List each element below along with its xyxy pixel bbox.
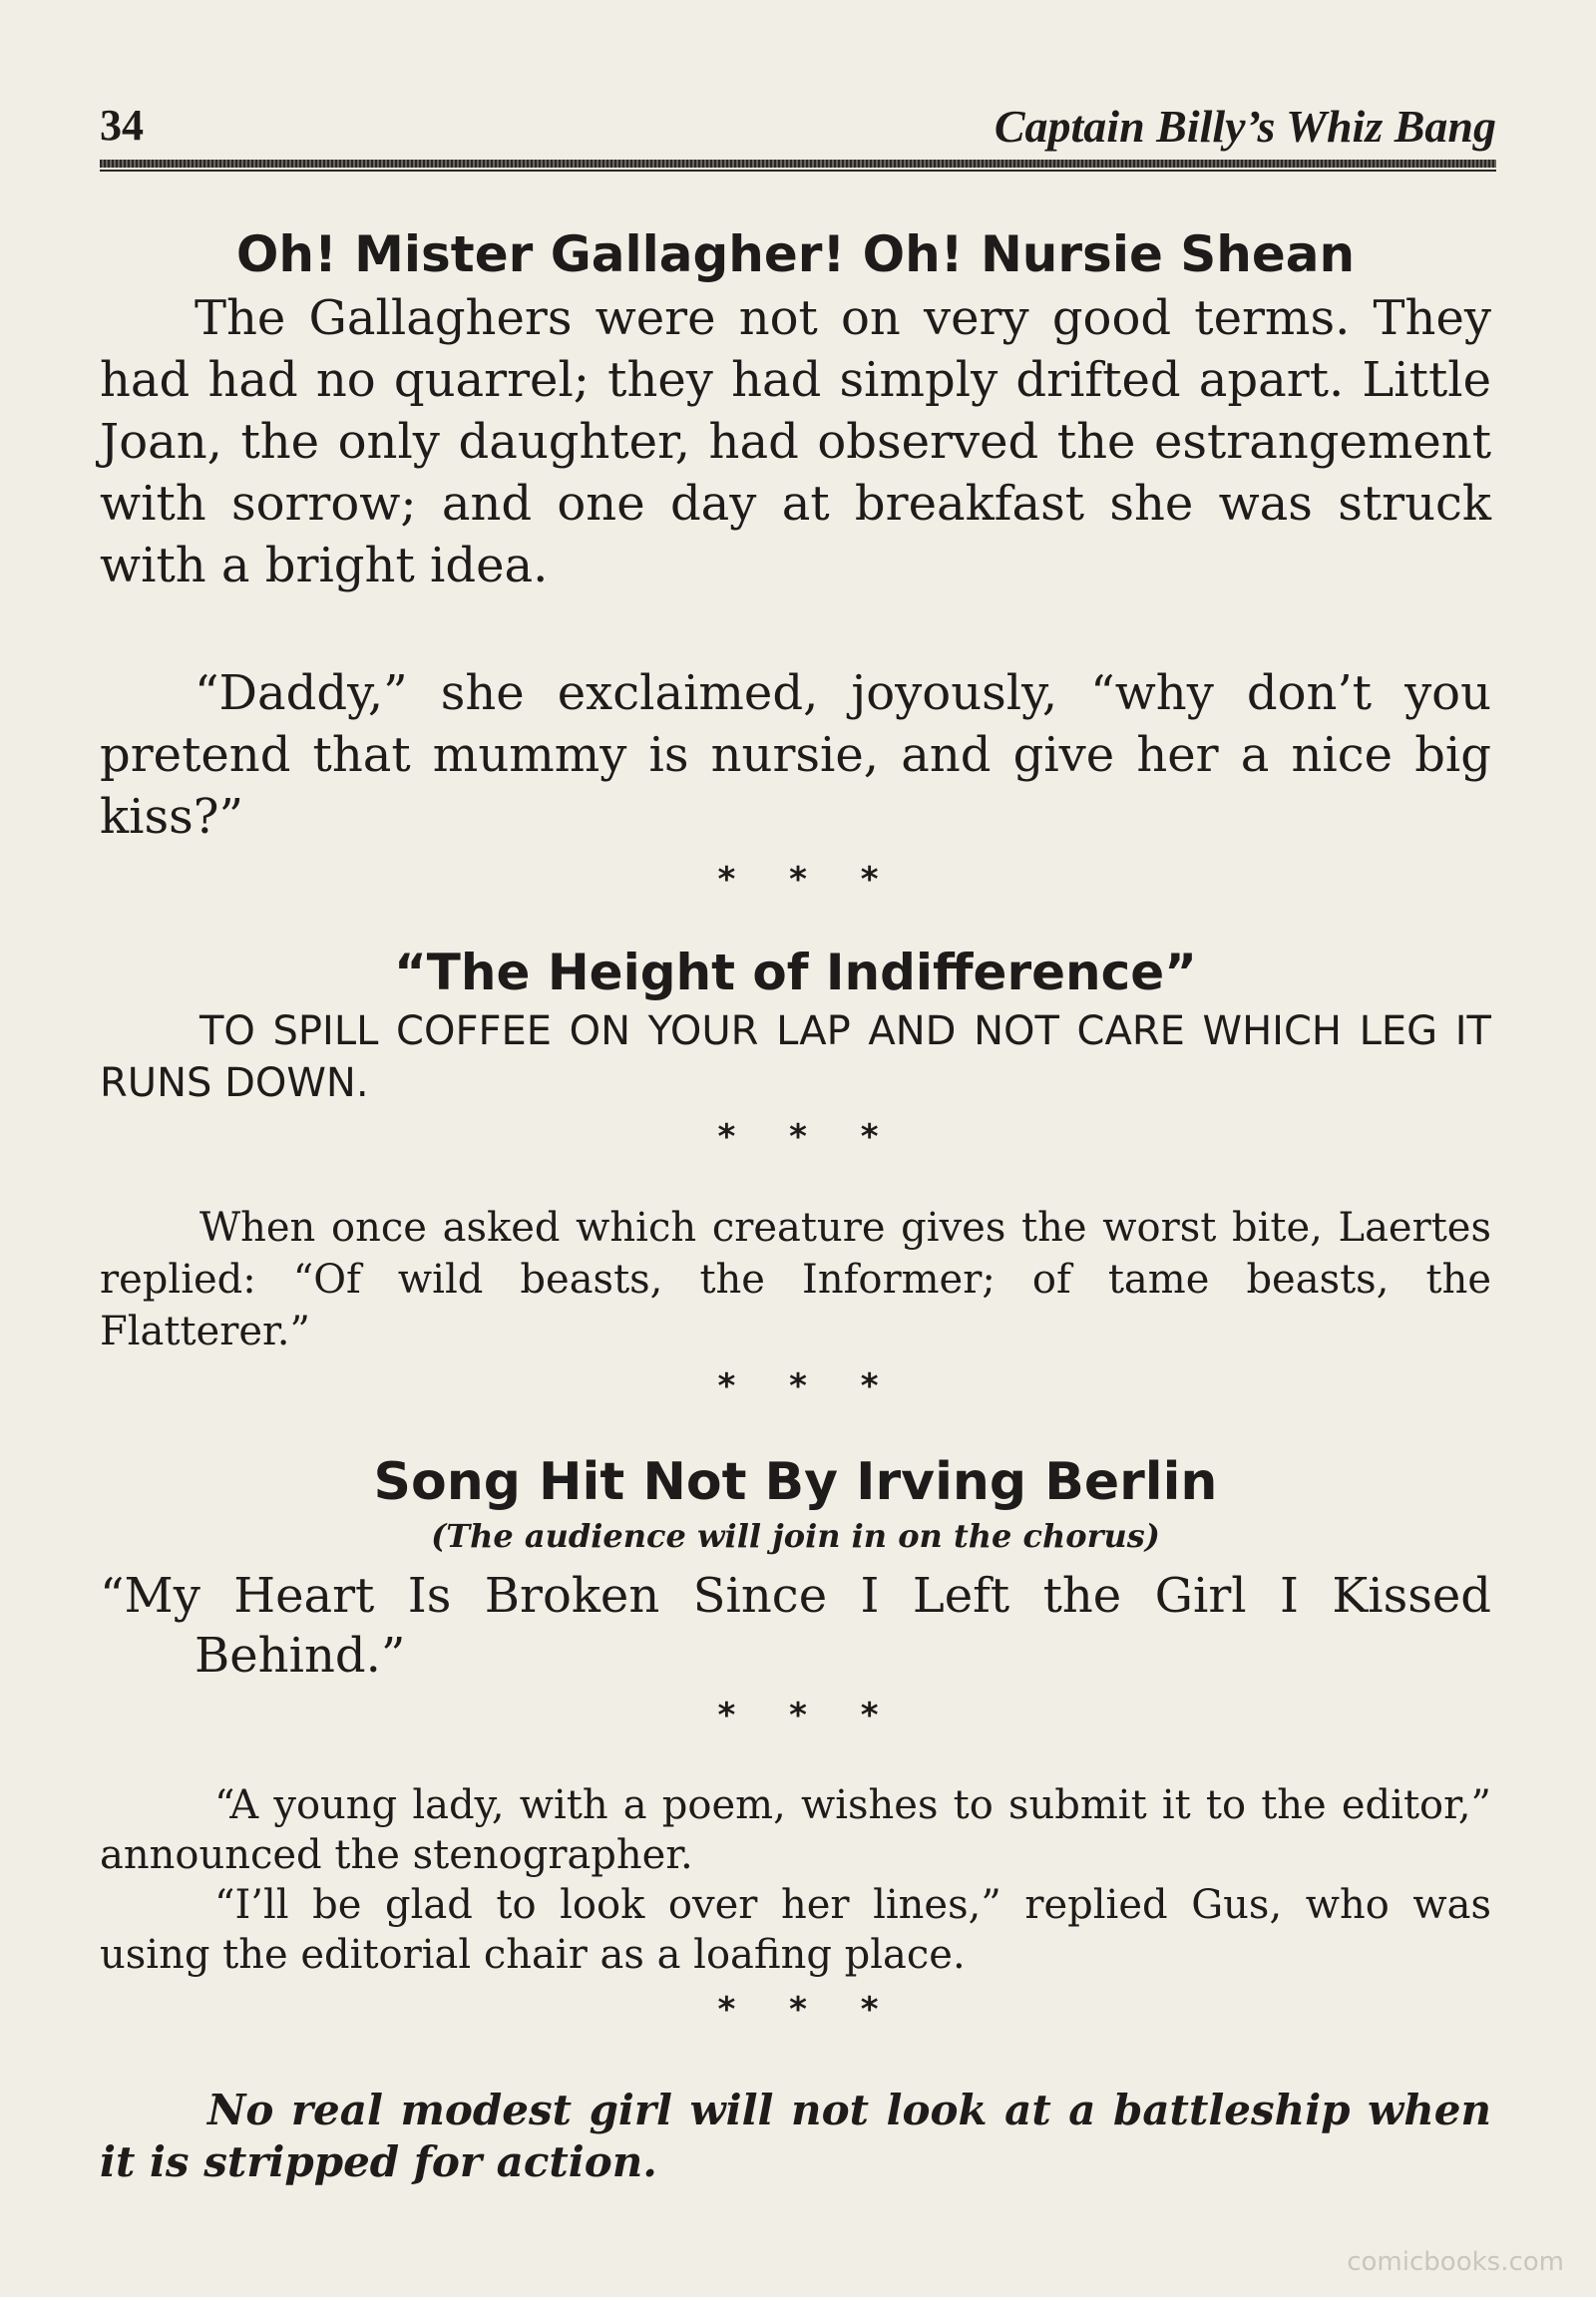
section-title-song: Song Hit Not By Irving Berlin — [373, 1452, 1218, 1512]
header-rule-underline — [100, 170, 1496, 172]
running-title: Captain Billy’s Whiz Bang — [994, 101, 1496, 152]
separator-5: * * * — [717, 1990, 879, 2030]
song-subtitle: (The audience will join in on the chorus) — [431, 1517, 1160, 1555]
section-title-gallagher: Oh! Mister Gallagher! Oh! Nursie Shean — [235, 225, 1356, 283]
separator-2: * * * — [717, 1117, 879, 1157]
separator-3: * * * — [717, 1366, 879, 1406]
laertes-text: When once asked which creature gives the worst bite, Laertes replied: “Of wild beasts, the Informer; of tame beasts, the Flatterer.” — [100, 1205, 1491, 1354]
indifference-text: TO SPILL COFFEE ON YOUR LAP AND NOT CARE WHICH LEG IT RUNS DOWN. — [100, 1008, 1491, 1106]
gallagher-paragraph-1: The Gallaghers were not on very good terms. They had had no quarrel; they had simply drifted apart. Little Joan, the only daughter, had observed the estrangement with sorrow; and one day at breakfast she was struck with a bright idea. — [100, 290, 1491, 593]
page-number: 34 — [100, 101, 144, 150]
header-rule — [100, 160, 1496, 168]
poem-paragraph-1: “A young lady, with a poem, wishes to submit it to the editor,” announced the stenographer. — [100, 1782, 1491, 1878]
separator-1: * * * — [717, 860, 879, 900]
battleship-text: No real modest girl will not look at a battleship when it is stripped for action. — [100, 2086, 1491, 2186]
poem-paragraph-2: “I’ll be glad to look over her lines,” replied Gus, who was using the editorial chair as a loafing place. — [100, 1882, 1491, 1978]
watermark: comicbooks.com — [1347, 2247, 1564, 2277]
section-title-indifference: “The Height of Indifference” — [393, 944, 1198, 1001]
gallagher-paragraph-2: “Daddy,” she exclaimed, joyously, “why don’t you pretend that mummy is nursie, and give her a nice big kiss?” — [100, 665, 1491, 845]
page-header — [100, 100, 1496, 160]
song-lyric: “My Heart Is Broken Since I Left the Girl I Kissed Behind.” — [100, 1568, 1491, 1684]
separator-4: * * * — [717, 1696, 879, 1735]
